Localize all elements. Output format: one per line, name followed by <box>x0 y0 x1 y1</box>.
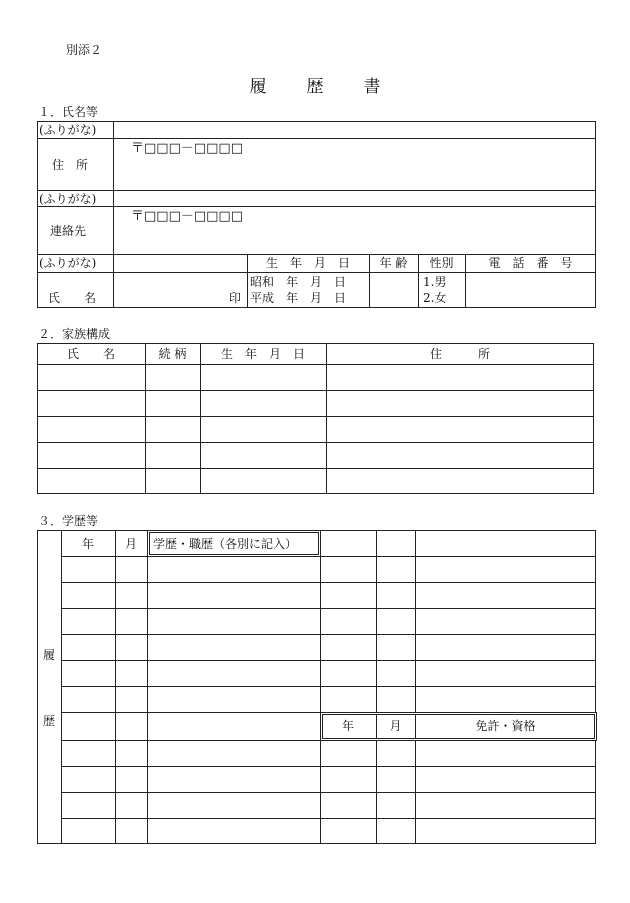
sex-option-male[interactable]: 1.男 <box>423 275 447 289</box>
birth-date-header: 生 年 月 日 <box>265 256 350 270</box>
sex-option-female[interactable]: 2.女 <box>423 291 447 305</box>
contact-label: 連絡先 <box>50 224 87 238</box>
section2-heading: ２．家族構成 <box>38 327 111 341</box>
section3-heading: ３．学歴等 <box>38 514 99 528</box>
family-col-birth: 生 年 月 日 <box>220 347 305 361</box>
license-col-month: 月 <box>389 719 402 733</box>
family-col-name: 氏 名 <box>66 347 115 361</box>
address-label: 住 所 <box>52 158 89 172</box>
era-showa: 昭和 年 月 日 <box>250 275 347 289</box>
history-col-year: 年 <box>81 537 94 551</box>
age-header: 年 齢 <box>379 256 408 270</box>
document-title <box>0 72 630 97</box>
sex-header: 性別 <box>429 256 454 270</box>
furigana-label-3: (ふりがな) <box>39 256 97 270</box>
title-char-2: 歴 <box>306 77 324 97</box>
history-col-month: 月 <box>124 537 137 551</box>
family-col-relation: 続 柄 <box>158 347 187 361</box>
phone-header: 電 話 番 号 <box>488 256 573 270</box>
history-side-label-bottom: 歴 <box>42 714 55 728</box>
family-col-address: 住 所 <box>429 347 490 361</box>
license-col-year: 年 <box>341 719 354 733</box>
furigana-label-1: (ふりがな) <box>39 123 97 137</box>
postal-code-field-2[interactable]: 〒□□□－□□□□ <box>131 209 243 224</box>
history-side-label-top: 履 <box>42 648 55 662</box>
name-label: 氏 名 <box>48 291 97 305</box>
era-heisei: 平成 年 月 日 <box>250 291 347 305</box>
section1-heading: １．氏名等 <box>38 105 99 119</box>
seal-mark: 印 <box>229 291 242 305</box>
title-char-3: 書 <box>363 77 381 97</box>
title-char-1: 履 <box>249 77 267 97</box>
postal-code-field-1[interactable]: 〒□□□－□□□□ <box>131 141 243 156</box>
furigana-label-2: (ふりがな) <box>39 192 97 206</box>
license-col-detail: 免許・資格 <box>475 719 536 733</box>
attachment-label: 別添２ <box>66 43 103 57</box>
history-col-detail: 学歴・職歴（各別に記入） <box>153 537 298 551</box>
